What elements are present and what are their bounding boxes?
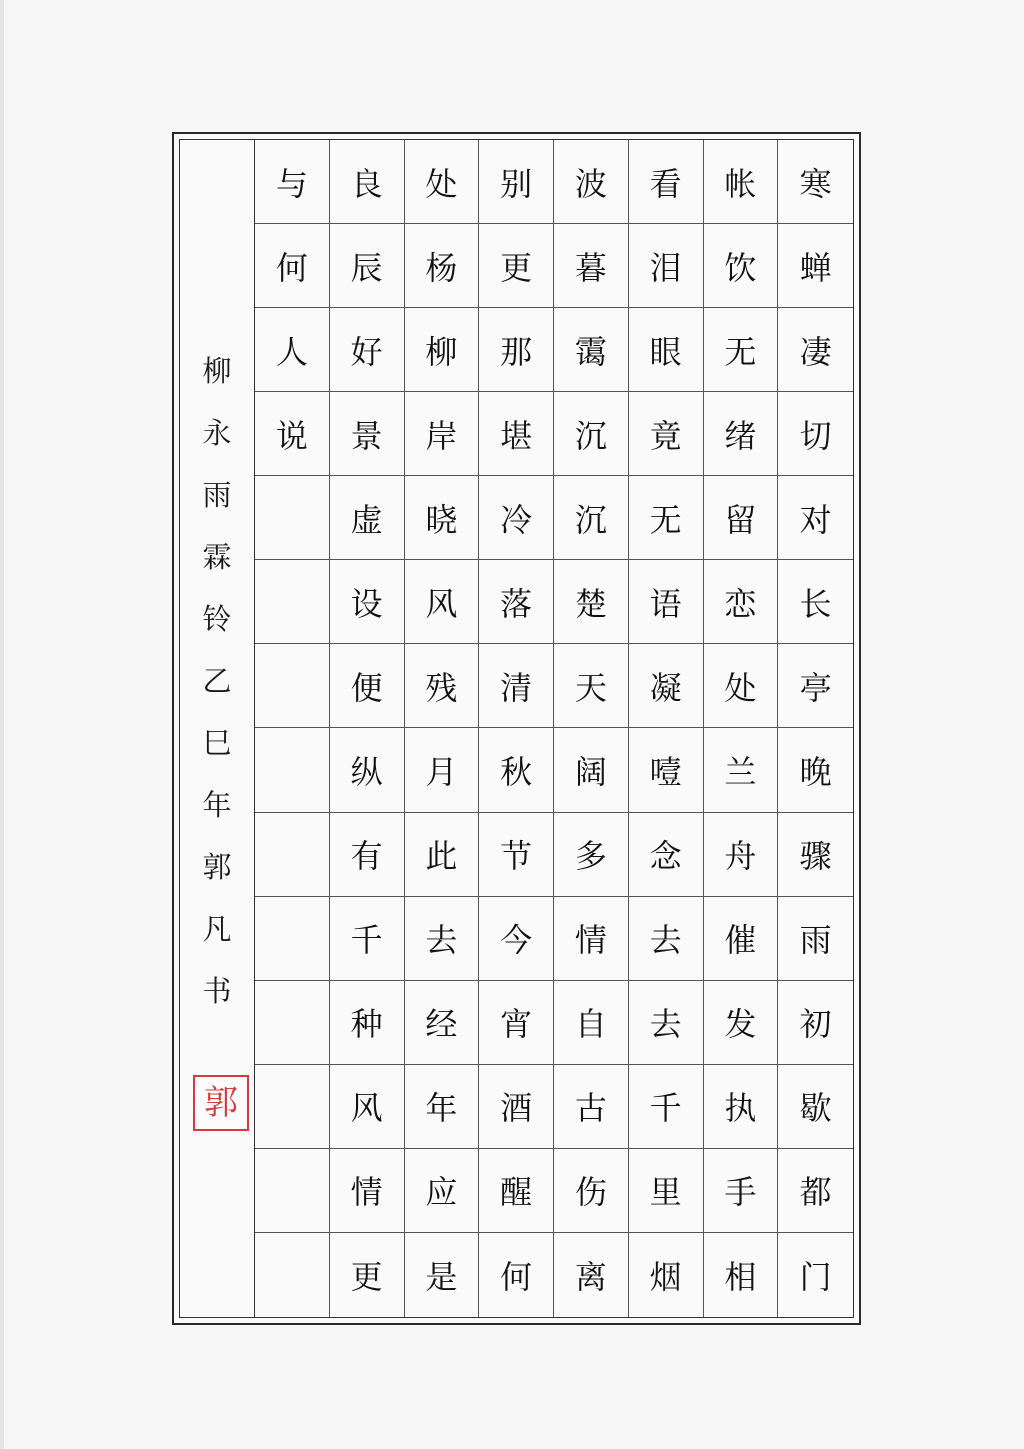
- grid-cell: 舟: [704, 813, 779, 897]
- grid-cell: 更: [479, 224, 554, 308]
- grid-cell: 晚: [778, 728, 853, 812]
- grid-cell: 古: [554, 1065, 629, 1149]
- grid-cell: 雨: [778, 897, 853, 981]
- grid-cell: 纵: [330, 728, 405, 812]
- grid-cell: [255, 1149, 330, 1233]
- grid-cell: 落: [479, 560, 554, 644]
- grid-cell: 阔: [554, 728, 629, 812]
- grid-cell: 长: [778, 560, 853, 644]
- signature-char: 雨: [202, 478, 232, 512]
- grid-cell: 亭: [778, 644, 853, 728]
- grid-cell: 晓: [405, 476, 480, 560]
- grid-cell: 竟: [629, 392, 704, 476]
- grid-cell: 门: [799, 1257, 832, 1296]
- grid-cell: 更: [330, 1233, 405, 1317]
- frame-inner-border: [179, 139, 854, 1318]
- grid-cell: 兰: [704, 728, 779, 812]
- grid-cell: 泪: [629, 224, 704, 308]
- grid-cell: 沉: [554, 392, 629, 476]
- signature-char: 凡: [202, 912, 232, 946]
- grid-cell: 蝉: [778, 224, 853, 308]
- grid-cell: 种: [330, 981, 405, 1065]
- grid-cell: [255, 476, 330, 560]
- paper-edge: [0, 0, 4, 1449]
- signature-column: [180, 140, 255, 1317]
- grid-cell: 自: [554, 981, 629, 1065]
- grid-cell: 岸: [405, 392, 480, 476]
- grid-cell: 留: [704, 476, 779, 560]
- grid-cell: 人: [255, 308, 330, 392]
- signature-char: 巳: [202, 726, 232, 760]
- grid-cell: [255, 728, 330, 812]
- grid-cell: 情: [330, 1149, 405, 1233]
- grid-cell: 虚: [330, 476, 405, 560]
- signature-char: 永: [202, 416, 232, 450]
- grid-cell: 千: [330, 897, 405, 981]
- grid-cell: 风: [405, 560, 480, 644]
- grid-cell: 眼: [629, 308, 704, 392]
- grid-cell: 那: [479, 308, 554, 392]
- grid-cell: 设: [330, 560, 405, 644]
- grid-cell: 节: [479, 813, 554, 897]
- grid-cell: 无: [704, 308, 779, 392]
- grid-cell: 凄: [778, 308, 853, 392]
- grid-cell: 辰: [330, 224, 405, 308]
- grid-cell: 残: [405, 644, 480, 728]
- grid-cell: 醒: [479, 1149, 554, 1233]
- grid-cell: [255, 981, 330, 1065]
- grid-cell: 情: [554, 897, 629, 981]
- grid-cell: 与: [255, 140, 330, 224]
- signature-char: 书: [202, 974, 232, 1008]
- grid-cell: 看: [629, 140, 704, 224]
- calligraphy-frame: [172, 132, 861, 1325]
- grid-cell: 烟: [629, 1233, 704, 1317]
- red-seal: 郭: [193, 1075, 249, 1131]
- grid-cell: 经: [405, 981, 480, 1065]
- grid-cell: 暮: [554, 224, 629, 308]
- grid-cell: 别: [479, 140, 554, 224]
- grid-cell: 去: [629, 897, 704, 981]
- grid-cell: 有: [330, 813, 405, 897]
- grid-cell: [255, 560, 330, 644]
- signature-char: 柳: [202, 354, 232, 388]
- grid-cell: 此: [405, 813, 480, 897]
- grid-cell: 手: [704, 1149, 779, 1233]
- grid-cell: 凝: [629, 644, 704, 728]
- grid-cell: 好: [330, 308, 405, 392]
- grid-cell: 处: [405, 140, 480, 224]
- grid-cell: 清: [479, 644, 554, 728]
- signature-char: 乙: [202, 664, 232, 698]
- grid-cell: 年: [405, 1065, 480, 1149]
- grid-cell: 催: [704, 897, 779, 981]
- grid-cell: 里: [629, 1149, 704, 1233]
- grid-cell: [255, 813, 330, 897]
- grid-cell: [255, 1233, 330, 1317]
- grid-cell: 恋: [704, 560, 779, 644]
- grid-cell: 波: [554, 140, 629, 224]
- grid-cell: 千: [629, 1065, 704, 1149]
- grid-cell: 柳: [405, 308, 480, 392]
- signature-char: 年: [202, 788, 232, 822]
- grid-cell: 堪: [479, 392, 554, 476]
- grid-cell: 何: [255, 224, 330, 308]
- character-grid: [255, 140, 853, 1317]
- grid-cell: 便: [330, 644, 405, 728]
- grid-cell: 处: [704, 644, 779, 728]
- grid-cell: 都: [778, 1149, 853, 1233]
- grid-cell: [255, 644, 330, 728]
- signature-char: 铃: [202, 602, 232, 636]
- grid-cell: 对: [778, 476, 853, 560]
- grid-cell: 说: [255, 392, 330, 476]
- grid-cell: 寒: [778, 140, 853, 224]
- signature-text: [180, 340, 254, 1022]
- grid-cell: 离: [554, 1233, 629, 1317]
- grid-cell: 杨: [405, 224, 480, 308]
- grid-cell: 初: [778, 981, 853, 1065]
- grid-cell: 天: [554, 644, 629, 728]
- grid-cell: 良: [330, 140, 405, 224]
- grid-cell: 楚: [554, 560, 629, 644]
- grid-cell: 应: [405, 1149, 480, 1233]
- grid-cell: 伤: [554, 1149, 629, 1233]
- grid-cell: 今: [479, 897, 554, 981]
- grid-cell: 冷: [479, 476, 554, 560]
- grid-cell: 语: [629, 560, 704, 644]
- grid-cell: 饮: [704, 224, 779, 308]
- grid-cell: 绪: [704, 392, 779, 476]
- grid-cell: 去: [405, 897, 480, 981]
- grid-cell: 月: [405, 728, 480, 812]
- grid-cell: 风: [330, 1065, 405, 1149]
- grid-cell: 歇: [778, 1065, 853, 1149]
- grid-cell: 念: [629, 813, 704, 897]
- signature-char: 霖: [202, 540, 232, 574]
- grid-cell: 无: [629, 476, 704, 560]
- signature-char: 郭: [202, 850, 232, 884]
- grid-cell: 是: [405, 1233, 480, 1317]
- grid-cell: 多: [554, 813, 629, 897]
- grid-cell: 发: [704, 981, 779, 1065]
- grid-cell: 去: [629, 981, 704, 1065]
- grid-cell: [255, 1065, 330, 1149]
- grid-cell: 何: [479, 1233, 554, 1317]
- grid-cell: [255, 897, 330, 981]
- grid-cell: 沉: [554, 476, 629, 560]
- grid-cell: 帐: [704, 140, 779, 224]
- grid-cell: 霭: [554, 308, 629, 392]
- grid-cell: 景: [330, 392, 405, 476]
- grid-cell: 切: [778, 392, 853, 476]
- grid-cell: 宵: [479, 981, 554, 1065]
- grid-cell: 酒: [479, 1065, 554, 1149]
- grid-cell: 执: [704, 1065, 779, 1149]
- grid-cell: 相: [704, 1233, 779, 1317]
- grid-cell: 骤: [778, 813, 853, 897]
- grid-cell: 秋: [479, 728, 554, 812]
- grid-cell: 噎: [629, 728, 704, 812]
